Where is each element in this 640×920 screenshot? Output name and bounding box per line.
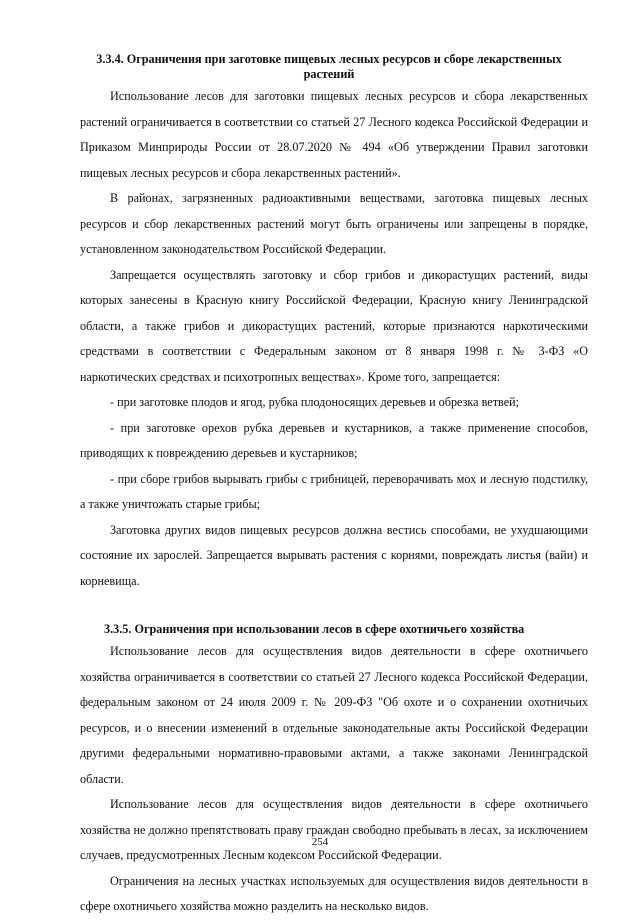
- section-heading-3-3-5: 3.3.5. Ограничения при использовании лесов в сфере охотничьего хозяйства: [104, 622, 525, 636]
- list-item: - при сборе грибов вырывать грибы с грибницей, переворачивать мох и лесную подстилку, а также уничтожать старые грибы;: [80, 471, 588, 511]
- paragraph: Заготовка других видов пищевых ресурсов должна вестись способами, не ухудшающими состояние их зарослей. Запрещается вырывать растения с корнями, повреждать листья (вайи) и корневища.: [80, 522, 588, 588]
- list-item: - при заготовке орехов рубка деревьев и кустарников, а также применение способов, приводящих к повреждению деревьев и кустарников;: [80, 420, 588, 460]
- list-item: - при заготовке плодов и ягод, рубка плодоносящих деревьев и обрезка ветвей;: [110, 395, 520, 409]
- paragraph: Использование лесов для осуществления видов деятельности в сфере охотничьего хозяйства не должно препятствовать праву граждан свободно пребывать в лесах, за исключением случаев, предусмотренных Лесным кодексом Российской Федерации.: [80, 797, 588, 862]
- paragraph: Ограничения на лесных участках используемых для осуществления видов деятельности в сфере охотничьего хозяйства можно разделить на несколько видов.: [80, 873, 588, 913]
- page-number: 254: [311, 836, 329, 848]
- paragraph: Использование лесов для осуществления видов деятельности в сфере охотничьего хозяйства ограничивается в соответствии со статьей 27 Лесного кодекса Российской Федерации, федеральным законом от 24 июля 2009 г. № 209-ФЗ "Об охоте и о сохранении охотничьих ресурсов, и о внесении изменений в отдельные законодательные акты Российской Федерации другими федеральными нормативно-правовыми актами, а также законами Ленинградской области.: [80, 644, 588, 786]
- paragraph: Запрещается осуществлять заготовку и сбор грибов и дикорастущих растений, виды которых занесены в Красную книгу Российской Федерации, Красную книгу Ленинградской области, а также грибов и дикорастущих растений, которые признаются наркотическими средствами в соответствии с Федеральным законом от 8 января 1998 г. № 3-ФЗ «О наркотических средствах и психотропных веществах». Кроме того, запрещается:: [80, 267, 588, 384]
- paragraph: Использование лесов для заготовки пищевых лесных ресурсов и сбора лекарственных растений ограничивается в соответствии со статьей 27 Лесного кодекса Российской Федерации и Приказом Минприроды России от 28.07.2020 № 494 «Об утверждении Правил заготовки пищевых лесных ресурсов и сбора лекарственных растений».: [80, 89, 588, 180]
- section-heading-3-3-4: 3.3.4. Ограничения при заготовке пищевых лесных ресурсов и сборе лекарственных растений: [96, 52, 562, 81]
- paragraph: В районах, загрязненных радиоактивными веществами, заготовка пищевых лесных ресурсов и сбор лекарственных растений могут быть ограничены или запрещены в порядке, установленном законодательством Российской Федерации.: [80, 191, 588, 256]
